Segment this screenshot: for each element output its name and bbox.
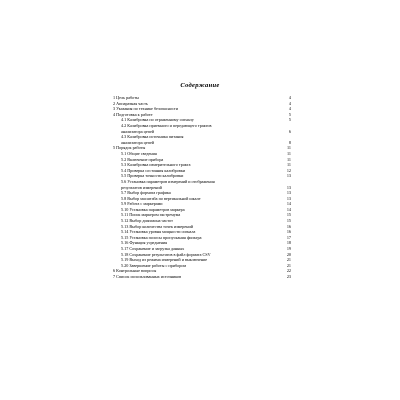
toc-entry-text: 5.1 Общие сведения bbox=[121, 150, 157, 156]
table-of-contents bbox=[113, 95, 291, 280]
toc-entry-page: 17 bbox=[286, 234, 291, 240]
toc-entry-text: 5.18 Сохранение результатов в файл формата CSV bbox=[121, 251, 211, 257]
toc-entry-text: 5.8 Выбор масштаба по вертикальной шкале bbox=[121, 195, 201, 201]
toc-entry-page: 12 bbox=[286, 167, 291, 173]
toc-entry-page: 21 bbox=[286, 262, 291, 268]
toc-entry-text: результатов измерений bbox=[121, 184, 162, 190]
toc-entry-page: 13 bbox=[286, 195, 291, 201]
toc-entry-text: 5.10 Установка параметров маркера bbox=[121, 206, 185, 212]
toc-entry-page: 4 bbox=[288, 95, 291, 100]
toc-entry-text: 2 Аппаратная часть bbox=[113, 100, 148, 106]
toc-entry-page: 11 bbox=[286, 150, 291, 156]
toc-entry-page: 11 bbox=[286, 162, 291, 168]
toc-entry-page: 4 bbox=[288, 100, 291, 106]
page-title: Содержание bbox=[180, 82, 220, 89]
toc-entry-text: 5.19 Выход из режима измерений и выключение bbox=[121, 257, 208, 263]
toc-entry-page: 14 bbox=[286, 206, 291, 212]
toc-entry-text: 5.7 Выбор формата графика bbox=[121, 190, 171, 196]
toc-entry-text: 4 Подготовка к работе bbox=[113, 111, 153, 117]
toc-entry-page: 14 bbox=[286, 201, 291, 207]
toc-entry-text: 5.9 Работа с маркерами bbox=[121, 201, 163, 207]
toc-entry-text: 4.2 Калибровка приемного и передающего трактов bbox=[121, 122, 212, 128]
toc-entry-page: 16 bbox=[286, 229, 291, 235]
toc-entry-text: 5.13 Выбор количества точек измерений bbox=[121, 223, 193, 229]
toc-entry-text: 5 Порядок работы bbox=[113, 145, 146, 151]
toc-entry-text: 5.14 Установка уровня мощности сигнала bbox=[121, 229, 196, 235]
toc-entry-text: 7 Список использованных источников bbox=[113, 274, 182, 279]
toc-entry-page: 16 bbox=[286, 223, 291, 229]
toc-entry-page: 5 bbox=[288, 117, 291, 123]
toc-entry-text: 5.11 Поиск маркером экстремума bbox=[121, 212, 181, 218]
toc-entry-page: 19 bbox=[286, 246, 291, 252]
toc-entry-page: 18 bbox=[286, 240, 291, 246]
toc-entry-text: 6 Контрольные вопросы bbox=[113, 268, 157, 274]
toc-entry-page: 13 bbox=[286, 190, 291, 196]
toc-entry-page: 21 bbox=[286, 257, 291, 263]
toc-entry-text: 4.3 Калибровка источника питания bbox=[121, 134, 184, 140]
toc-entry-text: 5.12 Выбор диапазона частот bbox=[121, 218, 173, 224]
toc-entry-page: 22 bbox=[286, 268, 291, 274]
toc-entry-page: 13 bbox=[286, 173, 291, 179]
toc-entry-text: 5.15 Установка полосы пропускания фильтра bbox=[121, 234, 202, 240]
toc-entry-page: 4 bbox=[288, 106, 291, 112]
toc-entry-page: 11 bbox=[286, 156, 291, 162]
toc-entry-text: 5.6 Установка параметров измерений и отображения bbox=[121, 178, 215, 184]
toc-entry-page: 13 bbox=[286, 184, 291, 190]
toc-entry-text: 5.17 Сохранение и загрузка данных bbox=[121, 246, 185, 252]
toc-entry-text: 5.16 Функция усреднения bbox=[121, 240, 167, 246]
toc-entry-page: 20 bbox=[286, 251, 291, 257]
toc-entry-page: 11 bbox=[286, 145, 291, 151]
toc-entry-page: 15 bbox=[286, 212, 291, 218]
toc-entry-text: анализатора цепей bbox=[121, 139, 155, 145]
toc-entry-text: 1 Цель работы bbox=[113, 95, 139, 100]
toc-entry-text: 5.2 Включение прибора bbox=[121, 156, 164, 162]
toc-entry-text: анализатора цепей bbox=[121, 128, 155, 134]
toc-entry-page: 8 bbox=[288, 139, 291, 145]
toc-entry-text: 3 Указания по технике безопасности bbox=[113, 106, 178, 112]
toc-entry-page: 5 bbox=[288, 111, 291, 117]
toc-entry-page: 6 bbox=[288, 128, 291, 134]
toc-entry-text: 4.1 Калибровка по отраженному сигналу bbox=[121, 117, 194, 123]
toc-entry bbox=[113, 274, 291, 280]
toc-entry-page: 15 bbox=[286, 218, 291, 224]
toc-entry-page: 23 bbox=[286, 274, 291, 279]
toc-entry-text: 5.4 Проверка состояния калибровки bbox=[121, 167, 186, 173]
toc-entry-text: 5.20 Завершение работы с прибором bbox=[121, 262, 186, 268]
toc-entry-text: 5.3 Калибровка измерительного тракта bbox=[121, 162, 191, 168]
toc-entry-text: 5.5 Проверка точности калибровки bbox=[121, 173, 184, 179]
